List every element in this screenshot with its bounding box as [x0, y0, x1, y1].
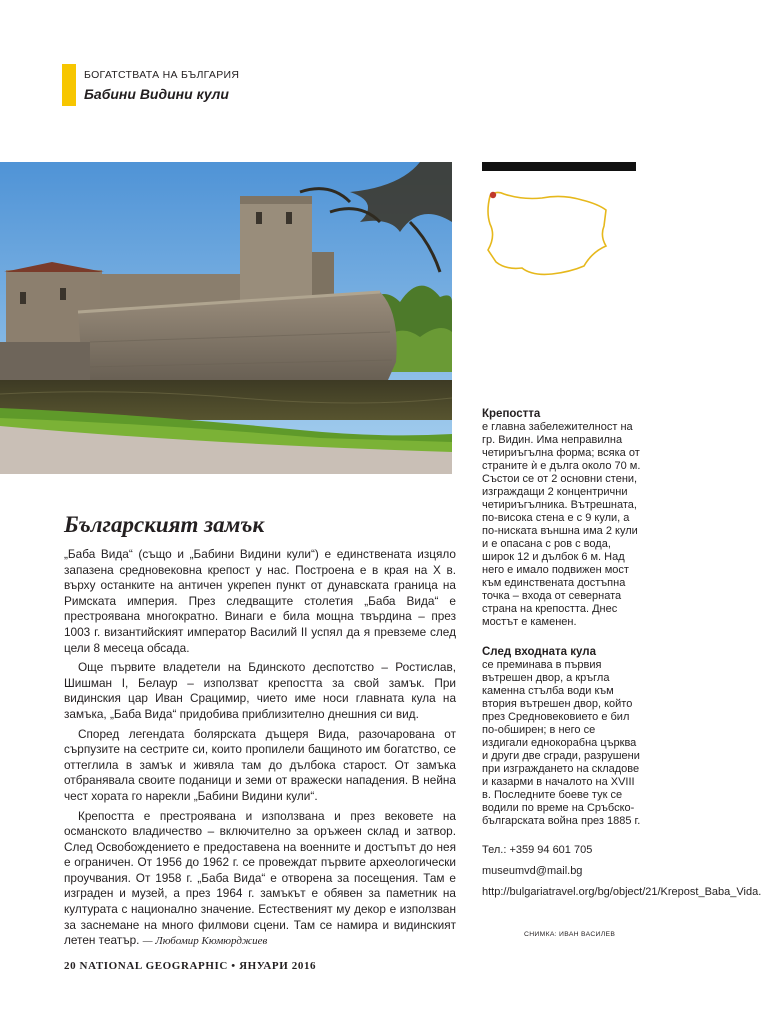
sidebar-fortress: [482, 408, 642, 629]
fortress-photo: [0, 162, 452, 474]
location-map: [482, 162, 636, 282]
sidebar-gate: [482, 646, 642, 828]
sidebar-fortress-heading: Крепостта: [482, 408, 541, 420]
sidebar-contacts: [482, 844, 761, 907]
sidebar-gate-heading: След входната кула: [482, 646, 596, 658]
vidin-marker: [490, 192, 496, 198]
bulgaria-outline: [488, 192, 606, 274]
article-paragraph-last: [64, 809, 456, 950]
page-folio: 20 NATIONAL GEOGRAPHIC • ЯНУАРИ 2016: [64, 960, 317, 972]
contact-email[interactable]: museumvd@mail.bg: [482, 865, 583, 877]
article-body: [64, 547, 456, 954]
article-paragraph: Според легендата болярската дъщеря Вида, разочарована от сърпузите на сестрите си, които пропилели бащиното им богатство, се оттеглила в замък и живяла там до дълбока старост. От замъка отбранявала своите поданици и земи от вражески нападения. В нейна чест хората го нарекли „Бабини Видини кули“.: [64, 726, 456, 803]
contact-phone: Тел.: +359 94 601 705: [482, 844, 593, 856]
sidebar-fortress-text: е главна забележителност на гр. Видин. Има неправилна четириъгълна форма; всяка от страните ѝ е дълга около 70 м. Състои се от 2 основни стени, изграждащи 2 концентрични четириъгълника. Вътрешната, по-висока стена е с 9 кули, а по-ниската външна има 2 кули и е опасана с ров с вода, широк 12 и дълбок 6 м. Над него е имало подвижен мост към единствената достъпна точка – входа от северната страна на крепостта. Днес мостът е каменен.: [482, 421, 641, 628]
sidebar-gate-text: се преминава в първия вътрешен двор, а кръгла каменна стълба води към втория вътрешен двор, който през Средновековието е бил по-обширен; в него се издигали еднокорабна църква и други две сгради, разрушени при изграждането на складове и казарми в началото на XVIII в. Последните боеве тук се водили по време на Сръбско-българската война през 1885 г.: [482, 659, 641, 827]
photo-credit: СНИМКА: ИВАН ВАСИЛЕВ: [524, 931, 616, 938]
section-kicker: БОГАТСТВАТА НА БЪЛГАРИЯ: [84, 69, 240, 81]
fortress-photo-image: [0, 162, 452, 474]
map-top-bar: [482, 162, 636, 171]
section-title: Бабини Видини кули: [84, 86, 229, 102]
article-paragraph: Още първите владетели на Бдинското деспотство – Ростислав, Шишман I, Белаур – използват крепостта за свой замък. При видинския цар Иван Срацимир, чието име носи главната кула на замъка, „Баба Вида“ придобива приблизително днешния си вид.: [64, 660, 456, 721]
article-paragraph-text: Крепостта е престроявана и използвана и през вековете на османското владичество – включително за оръжеен склад и затвор. След Освобождението е предоставена на военните и достъпът до нея е ограничен. От 1956 до 1962 г. се провеждат първите археологически проучвания. От 1958 г. „Баба Вида“ е отворена за посещения. Там е изграден и музей, а през 1964 г. замъкът е обявен за паметник на културата с национално значение. Естественият му декор е използван за заснемане на много филмови сцени. Там се намира и видинският летен театър.: [64, 808, 456, 948]
contact-url[interactable]: http://bulgariatravel.org/bg/object/21/Krepost_Baba_Vida.: [482, 886, 761, 898]
bulgaria-map: [482, 176, 636, 286]
article-paragraph: „Баба Вида“ (също и „Бабини Видини кули“) е единствената изцяло запазена средновековна крепост у нас. Построена е в края на Х в. върху останките на античен укрепен пункт от дунавската граница на Римската империя. През следващите столетия „Баба Вида“ е престроявана многократно. Винаги е била мощна твърдина – през 1003 г. византийският император Василий II успял да я превземе след цели 8 месеца обсада.: [64, 547, 456, 655]
article-author: — Любомир Кюмюрджиев: [142, 935, 268, 948]
article-headline: Българският замък: [64, 512, 265, 537]
accent-bar: [62, 64, 76, 106]
